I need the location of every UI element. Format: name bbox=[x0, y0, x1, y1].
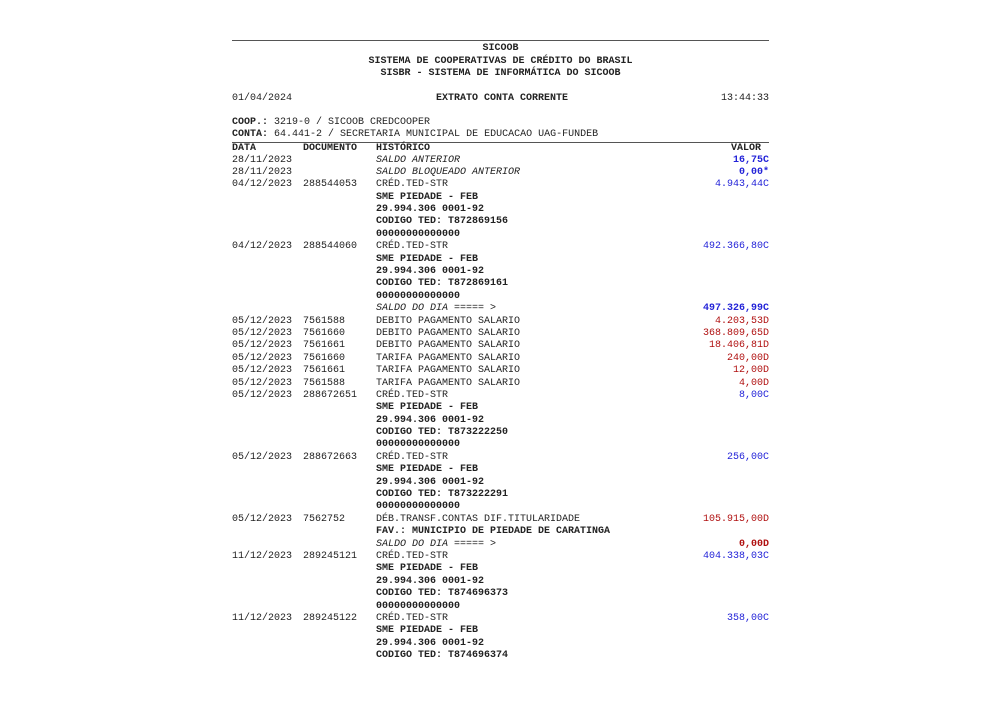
table-row bbox=[232, 328, 769, 340]
row-date: 05/12/2023 bbox=[232, 451, 293, 463]
row-history: CODIGO TED: T872869156 bbox=[376, 216, 509, 228]
row-history: SALDO DO DIA ===== > bbox=[376, 303, 497, 315]
row-date: 05/12/2023 bbox=[232, 389, 293, 401]
conta-value: 64.441-2 / SECRETARIA MUNICIPAL DE EDUCACAO UAG-FUNDEB bbox=[274, 129, 599, 140]
row-document: 7561588 bbox=[303, 377, 346, 389]
table-row bbox=[232, 303, 769, 315]
row-history: CODIGO TED: T873222250 bbox=[376, 427, 509, 439]
row-document: 7561660 bbox=[303, 352, 346, 364]
row-document: 288544053 bbox=[303, 179, 358, 191]
table-row bbox=[232, 229, 769, 241]
row-history: CRÉD.TED-STR bbox=[376, 389, 449, 401]
row-document: 289245121 bbox=[303, 551, 358, 562]
table-row bbox=[232, 278, 769, 290]
col-date: DATA bbox=[232, 142, 257, 154]
row-history: TARIFA PAGAMENTO SALARIO bbox=[376, 365, 521, 377]
table-row bbox=[232, 254, 769, 266]
table-row bbox=[232, 378, 769, 390]
row-history: 29.994.306 0001-92 bbox=[376, 637, 485, 649]
table-row bbox=[232, 192, 769, 204]
table-row bbox=[232, 601, 769, 613]
row-history: CRÉD.TED-STR bbox=[376, 612, 449, 624]
row-history: SALDO DO DIA ===== > bbox=[376, 538, 497, 550]
row-value: 105.915,00D bbox=[702, 513, 769, 525]
row-date: 28/11/2023 bbox=[232, 154, 293, 166]
row-document: 7561588 bbox=[303, 315, 346, 327]
print-date: 01/04/2024 bbox=[232, 92, 293, 104]
bank-name: SICOOB bbox=[482, 43, 519, 54]
row-value: 0,00* bbox=[738, 166, 769, 178]
row-value: 12,00D bbox=[732, 365, 769, 377]
conta-label: CONTA: bbox=[232, 129, 269, 140]
coop-line bbox=[232, 117, 769, 130]
row-history: 00000000000000 bbox=[376, 228, 461, 240]
row-history: CRÉD.TED-STR bbox=[376, 241, 449, 253]
row-value: 358,00C bbox=[726, 612, 769, 624]
table-row bbox=[232, 501, 769, 513]
row-history: SALDO BLOQUEADO ANTERIOR bbox=[376, 166, 521, 178]
row-date: 28/11/2023 bbox=[232, 166, 293, 178]
statement-title: EXTRATO CONTA CORRENTE bbox=[436, 92, 569, 104]
row-date: 11/12/2023 bbox=[232, 612, 293, 624]
transaction-list bbox=[232, 155, 769, 663]
statement-document bbox=[232, 40, 769, 663]
print-time: 13:44:33 bbox=[720, 92, 769, 104]
row-document: 288544060 bbox=[303, 241, 358, 253]
row-document: 7561661 bbox=[303, 340, 346, 352]
table-row bbox=[232, 365, 769, 377]
conta-line bbox=[232, 129, 769, 142]
table-row bbox=[232, 204, 769, 216]
row-history: SME PIEDADE - FEB bbox=[376, 625, 479, 637]
table-row bbox=[232, 539, 769, 551]
row-date: 05/12/2023 bbox=[232, 365, 293, 377]
row-document: 289245122 bbox=[303, 612, 358, 624]
col-value: VALOR bbox=[730, 142, 761, 154]
row-date: 05/12/2023 bbox=[232, 377, 293, 389]
top-rule bbox=[232, 40, 769, 41]
table-row bbox=[232, 402, 769, 414]
table-row bbox=[232, 576, 769, 588]
row-date: 04/12/2023 bbox=[232, 241, 293, 253]
row-history: SME PIEDADE - FEB bbox=[376, 253, 479, 265]
row-history: TARIFA PAGAMENTO SALARIO bbox=[376, 352, 521, 364]
row-history: CRÉD.TED-STR bbox=[376, 451, 449, 463]
row-history: SME PIEDADE - FEB bbox=[376, 464, 479, 476]
row-value: 4.943,44C bbox=[714, 179, 769, 191]
table-row bbox=[232, 452, 769, 464]
row-history: CODIGO TED: T874696374 bbox=[376, 650, 509, 662]
table-row bbox=[232, 266, 769, 278]
row-history: FAV.: MUNICIPIO DE PIEDADE DE CARATINGA bbox=[376, 526, 611, 538]
row-history: 00000000000000 bbox=[376, 439, 461, 451]
table-row bbox=[232, 216, 769, 228]
table-row bbox=[232, 155, 769, 167]
table-row bbox=[232, 316, 769, 328]
table-row bbox=[232, 353, 769, 365]
table-row bbox=[232, 526, 769, 538]
row-history: CODIGO TED: T874696373 bbox=[376, 588, 509, 600]
system-name: SISTEMA DE COOPERATIVAS DE CRÉDITO DO BRASIL bbox=[368, 55, 633, 67]
table-row bbox=[232, 588, 769, 600]
row-date: 11/12/2023 bbox=[232, 551, 293, 562]
row-history: 29.994.306 0001-92 bbox=[376, 476, 485, 488]
system-subtitle: SISBR - SISTEMA DE INFORMÁTICA DO SICOOB bbox=[380, 68, 621, 79]
row-date: 05/12/2023 bbox=[232, 352, 293, 364]
table-row bbox=[232, 514, 769, 526]
table-row bbox=[232, 625, 769, 637]
table-row bbox=[232, 241, 769, 253]
table-row bbox=[232, 489, 769, 501]
table-row bbox=[232, 167, 769, 179]
table-row bbox=[232, 291, 769, 303]
row-history: CRÉD.TED-STR bbox=[376, 179, 449, 191]
row-date: 05/12/2023 bbox=[232, 513, 293, 525]
row-value: 4,00D bbox=[738, 377, 769, 389]
row-document: 7561660 bbox=[303, 327, 346, 339]
row-date: 05/12/2023 bbox=[232, 315, 293, 327]
row-history: 00000000000000 bbox=[376, 501, 461, 513]
row-history: DEBITO PAGAMENTO SALARIO bbox=[376, 315, 521, 327]
row-history: 29.994.306 0001-92 bbox=[376, 414, 485, 426]
table-row bbox=[232, 415, 769, 427]
row-history: 00000000000000 bbox=[376, 600, 461, 612]
row-history: CODIGO TED: T872869161 bbox=[376, 278, 509, 290]
row-document: 7562752 bbox=[303, 513, 346, 525]
row-history: SALDO ANTERIOR bbox=[376, 154, 461, 166]
table-row bbox=[232, 439, 769, 451]
col-history: HISTÓRICO bbox=[376, 142, 431, 154]
table-row bbox=[232, 427, 769, 439]
table-row bbox=[232, 340, 769, 352]
table-row bbox=[232, 563, 769, 575]
row-value: 4.203,53D bbox=[714, 315, 769, 327]
table-row bbox=[232, 390, 769, 402]
row-history: TARIFA PAGAMENTO SALARIO bbox=[376, 377, 521, 389]
table-row bbox=[232, 638, 769, 650]
row-history: SME PIEDADE - FEB bbox=[376, 563, 479, 575]
col-document: DOCUMENTO bbox=[303, 142, 358, 154]
row-value: 497.326,99C bbox=[702, 303, 769, 315]
row-history: 00000000000000 bbox=[376, 290, 461, 302]
column-header bbox=[232, 142, 769, 155]
table-row bbox=[232, 477, 769, 489]
coop-label: COOP.: bbox=[232, 116, 269, 128]
row-value: 0,00D bbox=[738, 538, 769, 550]
table-row bbox=[232, 650, 769, 662]
table-row bbox=[232, 179, 769, 191]
row-history: SME PIEDADE - FEB bbox=[376, 402, 479, 414]
row-value: 404.338,03C bbox=[702, 551, 769, 562]
row-value: 368.809,65D bbox=[702, 327, 769, 339]
row-history: SME PIEDADE - FEB bbox=[376, 191, 479, 203]
row-history: 29.994.306 0001-92 bbox=[376, 204, 485, 216]
table-row bbox=[232, 613, 769, 625]
row-document: 7561661 bbox=[303, 365, 346, 377]
row-document: 288672651 bbox=[303, 389, 358, 401]
row-value: 256,00C bbox=[726, 451, 769, 463]
row-value: 18.406,81D bbox=[708, 340, 769, 352]
row-document: 288672663 bbox=[303, 451, 358, 463]
coop-value: 3219-0 / SICOOB CREDCOOPER bbox=[274, 116, 431, 128]
row-history: DEBITO PAGAMENTO SALARIO bbox=[376, 340, 521, 352]
row-history: DÉB.TRANSF.CONTAS DIF.TITULARIDADE bbox=[376, 513, 581, 525]
row-history: CRÉD.TED-STR bbox=[376, 551, 449, 562]
row-date: 04/12/2023 bbox=[232, 179, 293, 191]
row-value: 492.366,80C bbox=[702, 241, 769, 253]
row-history: DEBITO PAGAMENTO SALARIO bbox=[376, 327, 521, 339]
row-value: 8,00C bbox=[738, 389, 769, 401]
row-date: 05/12/2023 bbox=[232, 327, 293, 339]
statement-meta bbox=[232, 93, 769, 106]
row-value: 240,00D bbox=[726, 352, 769, 364]
row-history: 29.994.306 0001-92 bbox=[376, 575, 485, 587]
account-info bbox=[232, 117, 769, 142]
row-history: CODIGO TED: T873222291 bbox=[376, 489, 509, 501]
row-value: 16,75C bbox=[732, 154, 769, 166]
table-row bbox=[232, 464, 769, 476]
row-history: 29.994.306 0001-92 bbox=[376, 266, 485, 278]
row-date: 05/12/2023 bbox=[232, 340, 293, 352]
table-row bbox=[232, 551, 769, 563]
